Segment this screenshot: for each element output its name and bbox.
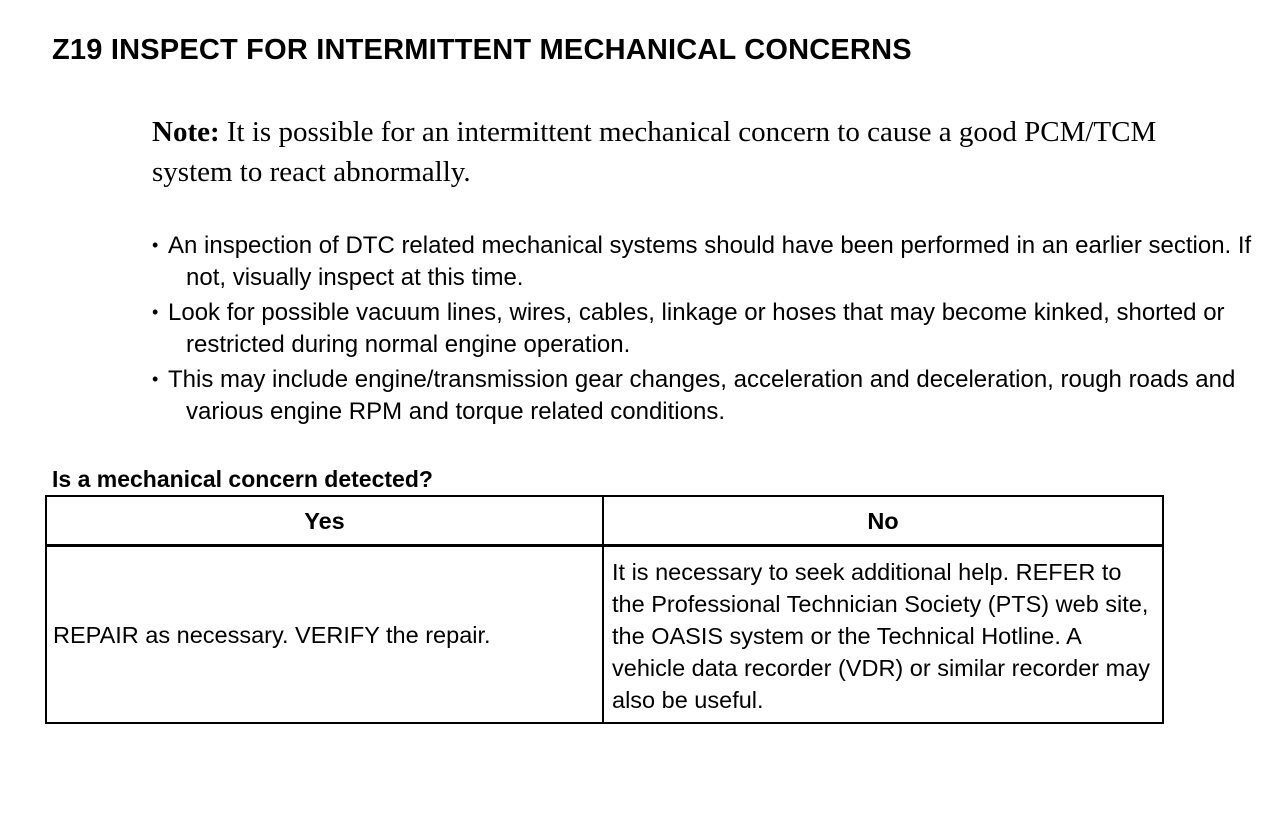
bullet-dot-icon: • <box>152 302 159 322</box>
yes-action-cell: REPAIR as necessary. VERIFY the repair. <box>46 546 603 724</box>
page-title: Z19 INSPECT FOR INTERMITTENT MECHANICAL CONCERNS <box>52 34 912 66</box>
note-text: It is possible for an intermittent mechanical concern to cause a good PCM/TCM system to react abnormally. <box>152 116 1157 188</box>
table-header-row <box>46 496 1163 546</box>
header-yes: Yes <box>46 496 603 546</box>
decision-question: Is a mechanical concern detected? <box>52 466 433 492</box>
bullet-item <box>136 363 1266 428</box>
bullet-text: This may include engine/transmission gear changes, acceleration and deceleration, rough roads and various engine RPM and torque related conditions. <box>168 366 1236 425</box>
note-paragraph <box>152 112 1172 192</box>
bullet-item <box>136 296 1266 361</box>
bullet-dot-icon: • <box>152 369 159 389</box>
bullet-text: An inspection of DTC related mechanical systems should have been performed in an earlier section. If not, visually inspect at this time. <box>168 232 1252 291</box>
inspection-bullet-list <box>136 229 1266 430</box>
note-label: Note: <box>152 116 220 148</box>
decision-table <box>45 495 1164 724</box>
bullet-item <box>136 229 1266 294</box>
table-row <box>46 546 1163 724</box>
bullet-text: Look for possible vacuum lines, wires, cables, linkage or hoses that may become kinked, shorted or restricted during normal engine operation. <box>168 299 1225 358</box>
bullet-dot-icon: • <box>152 235 159 255</box>
header-no: No <box>603 496 1163 546</box>
no-action-cell: It is necessary to seek additional help. REFER to the Professional Technician Society (PTS) web site, the OASIS system or the Technical Hotline. A vehicle data recorder (VDR) or similar recorder may also be useful. <box>603 546 1163 724</box>
